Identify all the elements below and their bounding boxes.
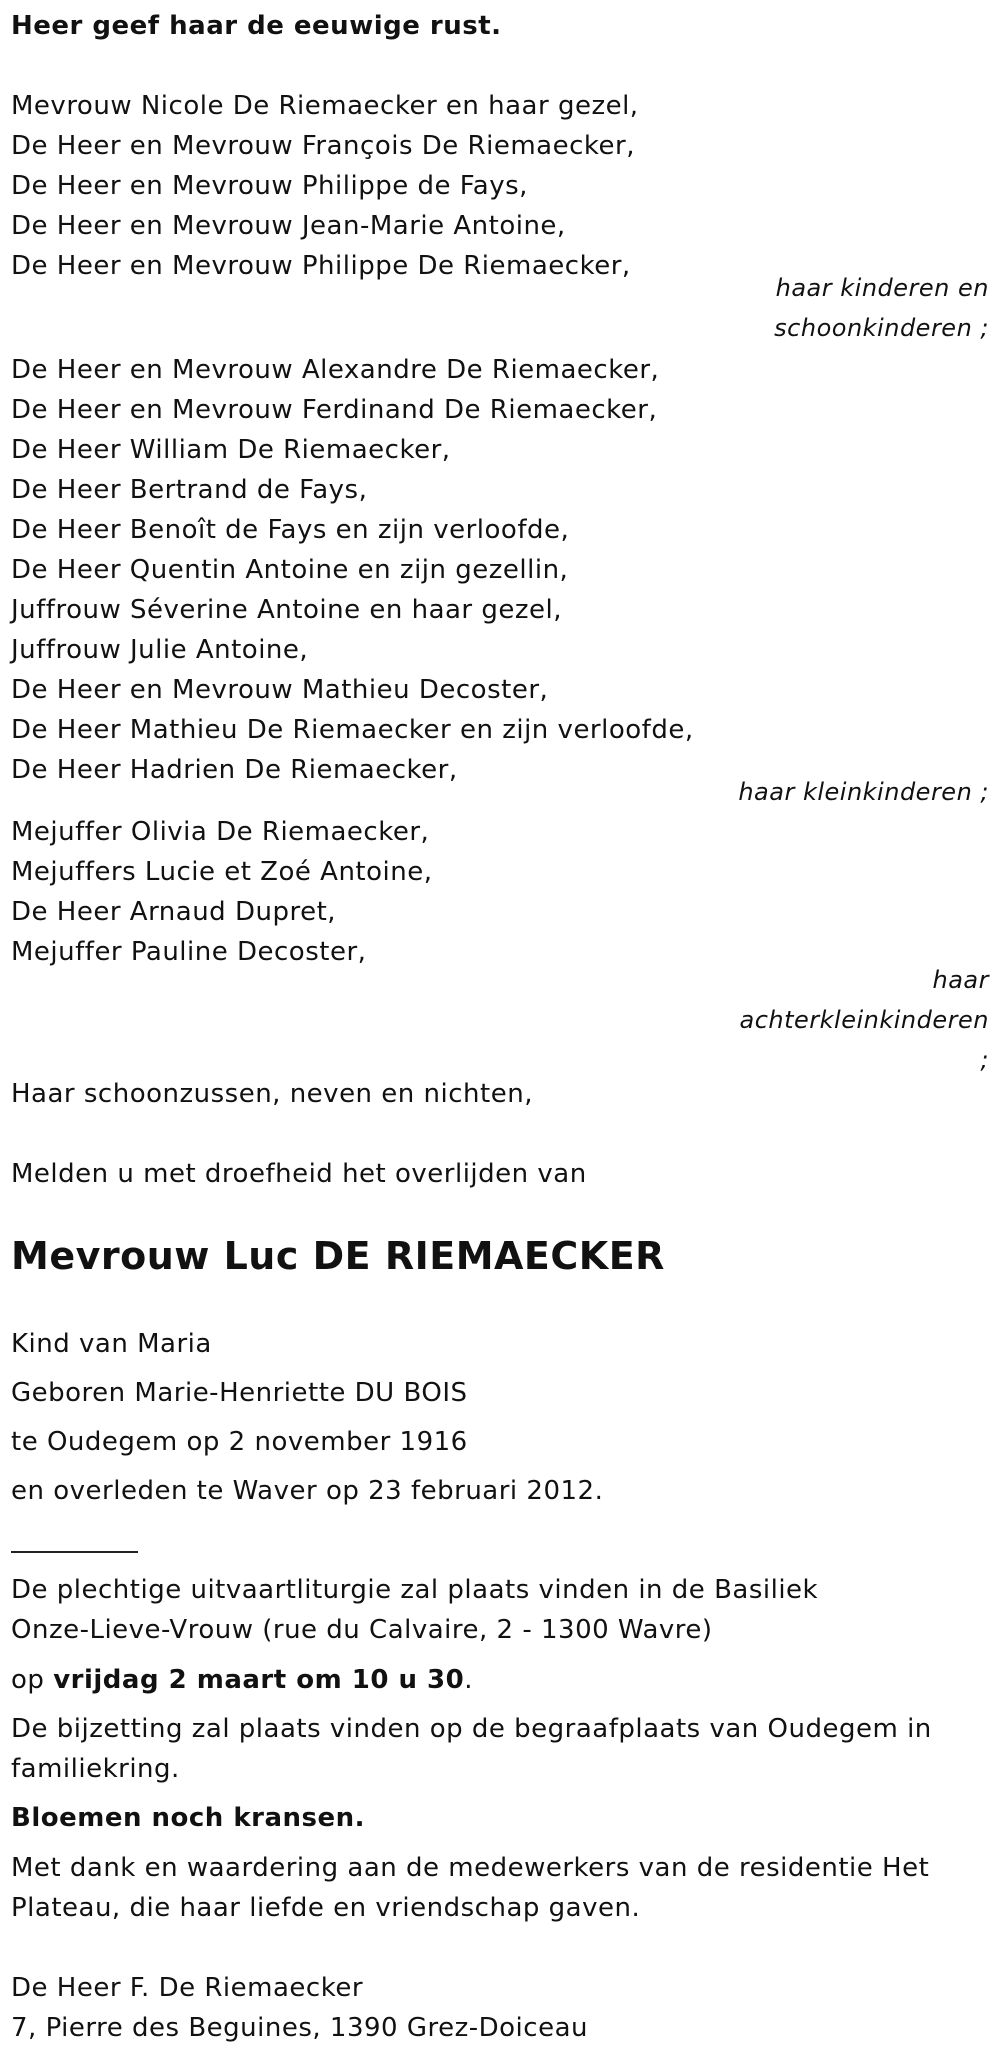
great-grandchildren-line: De Heer Arnaud Dupret, [11,897,337,927]
grandchildren-line: De Heer Bertrand de Fays, [11,475,368,505]
great-grandchildren-label: ; [980,1046,989,1074]
relatives-line: Haar schoonzussen, neven en nichten, [11,1079,533,1109]
funeral-date-prefix: op [11,1665,54,1695]
contact-address: 7, Pierre des Beguines, 1390 Grez-Doiceau [11,2013,588,2043]
grandchildren-line: Juffrouw Julie Antoine, [11,635,309,665]
children-label: haar kinderen en [775,274,989,302]
grandchildren-line: De Heer William De Riemaecker, [11,435,451,465]
thanks-line: Met dank en waardering aan de medewerkers van de residentie Het [11,1853,930,1883]
burial-line: familiekring. [11,1754,180,1784]
contact-name: De Heer F. De Riemaecker [11,1973,364,2003]
children-label: schoonkinderen ; [774,314,989,342]
children-line: De Heer en Mevrouw Philippe de Fays, [11,171,528,201]
funeral-date [11,1660,473,1700]
great-grandchildren-line: Mejuffer Olivia De Riemaecker, [11,817,430,847]
great-grandchildren-label: haar [932,966,989,994]
children-line: Mevrouw Nicole De Riemaecker en haar gezel, [11,91,639,121]
deceased-name: Mevrouw Luc DE RIEMAECKER [11,1234,665,1278]
grandchildren-line: De Heer en Mevrouw Alexandre De Riemaecker, [11,355,660,385]
great-grandchildren-line: Mejuffers Lucie et Zoé Antoine, [11,857,433,887]
grandchildren-line: De Heer Mathieu De Riemaecker en zijn verloofde, [11,715,694,745]
deceased-detail: Geboren Marie-Henriette DU BOIS [11,1378,468,1408]
grandchildren-label: haar kleinkinderen ; [738,778,989,806]
funeral-date-suffix: . [464,1665,473,1695]
announcement-line: Melden u met droefheid het overlijden van [11,1159,587,1189]
grandchildren-line: De Heer Hadrien De Riemaecker, [11,755,458,785]
thanks-line: Plateau, die haar liefde en vriendschap gaven. [11,1893,641,1923]
children-line: De Heer en Mevrouw Philippe De Riemaecker, [11,251,631,281]
liturgy-line: De plechtige uitvaartliturgie zal plaats vinden in de Basiliek [11,1575,819,1605]
deceased-detail: te Oudegem op 2 november 1916 [11,1427,468,1457]
separator-line [11,1551,138,1553]
burial-line: De bijzetting zal plaats vinden op de begraafplaats van Oudegem in [11,1714,932,1744]
great-grandchildren-line: Mejuffer Pauline Decoster, [11,937,367,967]
grandchildren-line: Juffrouw Séverine Antoine en haar gezel, [11,595,563,625]
prayer-heading: Heer geef haar de eeuwige rust. [11,11,502,41]
children-line: De Heer en Mevrouw Jean-Marie Antoine, [11,211,566,241]
funeral-date-bold: vrijdag 2 maart om 10 u 30 [53,1665,465,1695]
deceased-detail: Kind van Maria [11,1329,212,1359]
grandchildren-line: De Heer en Mevrouw Mathieu Decoster, [11,675,549,705]
grandchildren-line: De Heer Quentin Antoine en zijn gezellin, [11,555,569,585]
children-line: De Heer en Mevrouw François De Riemaecker, [11,131,635,161]
grandchildren-line: De Heer en Mevrouw Ferdinand De Riemaecker, [11,395,658,425]
deceased-detail: en overleden te Waver op 23 februari 2012. [11,1476,604,1506]
great-grandchildren-label: achterkleinkinderen [739,1006,989,1034]
liturgy-line: Onze-Lieve-Vrouw (rue du Calvaire, 2 - 1300 Wavre) [11,1615,713,1645]
grandchildren-line: De Heer Benoît de Fays en zijn verloofde, [11,515,570,545]
no-flowers: Bloemen noch kransen. [11,1803,366,1833]
